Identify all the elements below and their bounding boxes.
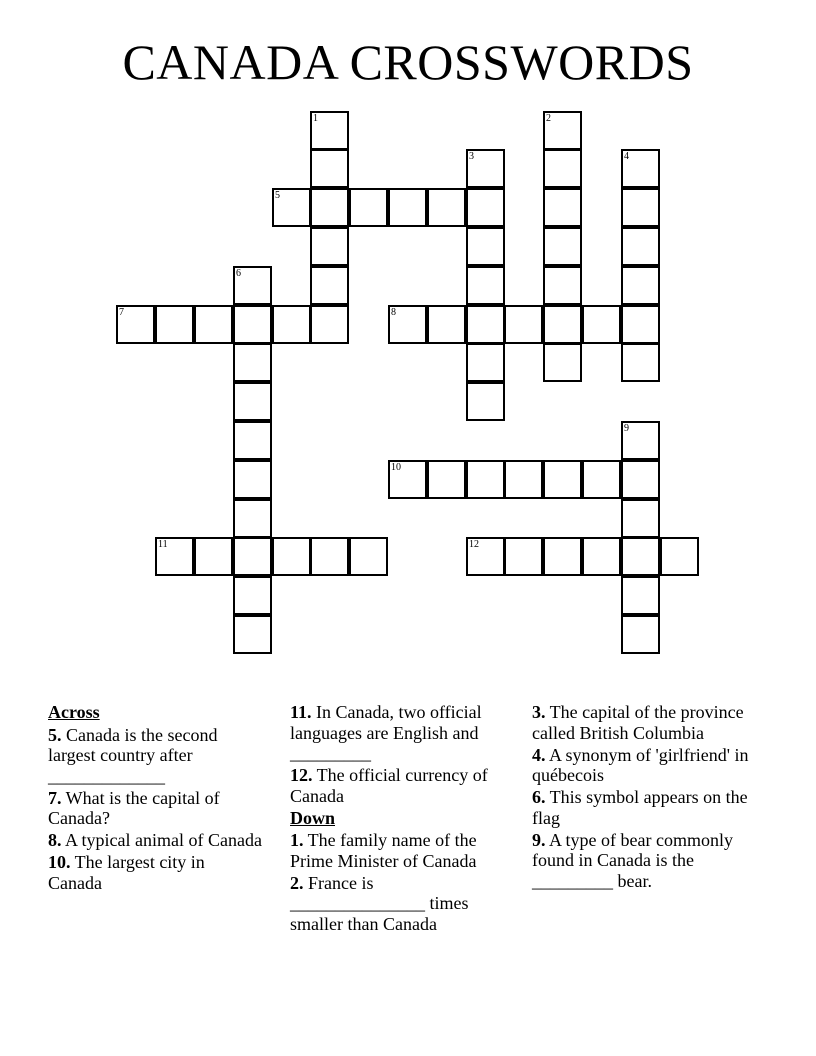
- clue-number: 3: [469, 151, 474, 162]
- clue-number: 1: [313, 113, 318, 124]
- grid-cell[interactable]: [621, 305, 660, 344]
- grid-cell[interactable]: [310, 188, 349, 227]
- grid-cell[interactable]: [233, 460, 272, 499]
- grid-cell[interactable]: [582, 537, 621, 576]
- grid-cell[interactable]: [466, 460, 505, 499]
- across-clue-8: 8. A typical animal of Canada: [48, 830, 262, 850]
- grid-cell[interactable]: [621, 227, 660, 266]
- down-clue-2: 2. France is _______________ times smaller than Canada: [290, 872, 469, 934]
- grid-cell[interactable]: [621, 266, 660, 305]
- grid-cell[interactable]: [543, 460, 582, 499]
- grid-cell[interactable]: [466, 188, 505, 227]
- down-clue-3: 3. The capital of the province called British Columbia: [532, 702, 744, 743]
- grid-cell[interactable]: [543, 266, 582, 305]
- grid-cell[interactable]: [310, 227, 349, 266]
- clue-number: 11: [158, 539, 168, 550]
- page-title: CANADA CROSSWORDS: [122, 34, 694, 90]
- grid-cell[interactable]: [466, 305, 505, 344]
- clue-number: 2: [546, 113, 551, 124]
- grid-cell[interactable]: [388, 188, 427, 227]
- grid-cell[interactable]: [543, 305, 582, 344]
- grid-cell[interactable]: [466, 266, 505, 305]
- grid-cell[interactable]: [310, 305, 349, 344]
- grid-cell[interactable]: [310, 149, 349, 188]
- grid-cell[interactable]: [349, 188, 388, 227]
- grid-cell[interactable]: [543, 111, 582, 150]
- grid-cell[interactable]: [233, 615, 272, 654]
- grid-cell[interactable]: [233, 266, 272, 305]
- clue-number: 12: [469, 539, 479, 550]
- grid-cell[interactable]: [155, 305, 194, 344]
- grid-cell[interactable]: [543, 537, 582, 576]
- grid-cell[interactable]: [466, 149, 505, 188]
- grid-cell[interactable]: [233, 537, 272, 576]
- grid-cell[interactable]: [621, 149, 660, 188]
- grid-cell[interactable]: [621, 343, 660, 382]
- clue-number: 8: [391, 307, 396, 318]
- across-heading: Across: [48, 702, 100, 722]
- down-clue-1: 1. The family name of the Prime Minister of Canada: [290, 830, 477, 871]
- grid-cell[interactable]: [466, 382, 505, 421]
- grid-cell[interactable]: [310, 111, 349, 150]
- grid-cell[interactable]: [233, 343, 272, 382]
- grid-cell[interactable]: [504, 305, 543, 344]
- grid-cell[interactable]: [427, 460, 466, 499]
- grid-cell[interactable]: [504, 460, 543, 499]
- clue-column-3: [532, 702, 757, 893]
- grid-cell[interactable]: [233, 382, 272, 421]
- clue-number: 9: [624, 423, 629, 434]
- clue-number: 4: [624, 151, 629, 162]
- grid-cell[interactable]: [427, 188, 466, 227]
- grid-cell[interactable]: [582, 460, 621, 499]
- clue-column-1: [48, 702, 263, 895]
- grid-cell[interactable]: [621, 188, 660, 227]
- grid-cell[interactable]: [543, 227, 582, 266]
- clue-column-2: [290, 702, 505, 936]
- grid-cell[interactable]: [543, 188, 582, 227]
- grid-cell[interactable]: [543, 149, 582, 188]
- across-clue-5: 5. Canada is the second largest country after _____________: [48, 724, 218, 786]
- down-clue-4: 4. A synonym of 'girlfriend' in québecois: [532, 744, 749, 785]
- grid-cell[interactable]: [466, 227, 505, 266]
- down-clue-9: 9. A type of bear commonly found in Canada is the _________ bear.: [532, 829, 733, 891]
- across-clue-12: 12. The official currency of Canada: [290, 765, 488, 806]
- grid-cell[interactable]: [621, 576, 660, 615]
- across-clue-7: 7. What is the capital of Canada?: [48, 787, 220, 828]
- grid-cell[interactable]: [466, 537, 505, 576]
- grid-cell[interactable]: [621, 421, 660, 460]
- grid-cell[interactable]: [116, 305, 155, 344]
- grid-cell[interactable]: [621, 615, 660, 654]
- grid-cell[interactable]: [233, 305, 272, 344]
- grid-cell[interactable]: [233, 421, 272, 460]
- grid-cell[interactable]: [310, 266, 349, 305]
- grid-cell[interactable]: [272, 188, 311, 227]
- clue-number: 10: [391, 462, 401, 473]
- down-clue-6: 6. This symbol appears on the flag: [532, 787, 748, 828]
- grid-cell[interactable]: [310, 537, 349, 576]
- grid-cell[interactable]: [388, 305, 427, 344]
- across-clue-10: 10. The largest city in Canada: [48, 852, 205, 893]
- grid-cell[interactable]: [349, 537, 388, 576]
- grid-cell[interactable]: [233, 576, 272, 615]
- clue-number: 7: [119, 307, 124, 318]
- across-clue-11: 11. In Canada, two official languages are English and _________: [290, 702, 482, 763]
- grid-cell[interactable]: [466, 343, 505, 382]
- grid-cell[interactable]: [194, 305, 233, 344]
- grid-cell[interactable]: [427, 305, 466, 344]
- grid-cell[interactable]: [272, 305, 311, 344]
- grid-cell[interactable]: [621, 537, 660, 576]
- grid-cell[interactable]: [543, 343, 582, 382]
- grid-cell[interactable]: [272, 537, 311, 576]
- grid-cell[interactable]: [388, 460, 427, 499]
- grid-cell[interactable]: [621, 460, 660, 499]
- clue-number: 5: [275, 190, 280, 201]
- clue-number: 6: [236, 268, 241, 279]
- grid-cell[interactable]: [660, 537, 699, 576]
- grid-cell[interactable]: [233, 499, 272, 538]
- down-heading: Down: [290, 807, 336, 828]
- grid-cell[interactable]: [155, 537, 194, 576]
- grid-cell[interactable]: [582, 305, 621, 344]
- grid-cell[interactable]: [504, 537, 543, 576]
- grid-cell[interactable]: [621, 499, 660, 538]
- grid-cell[interactable]: [194, 537, 233, 576]
